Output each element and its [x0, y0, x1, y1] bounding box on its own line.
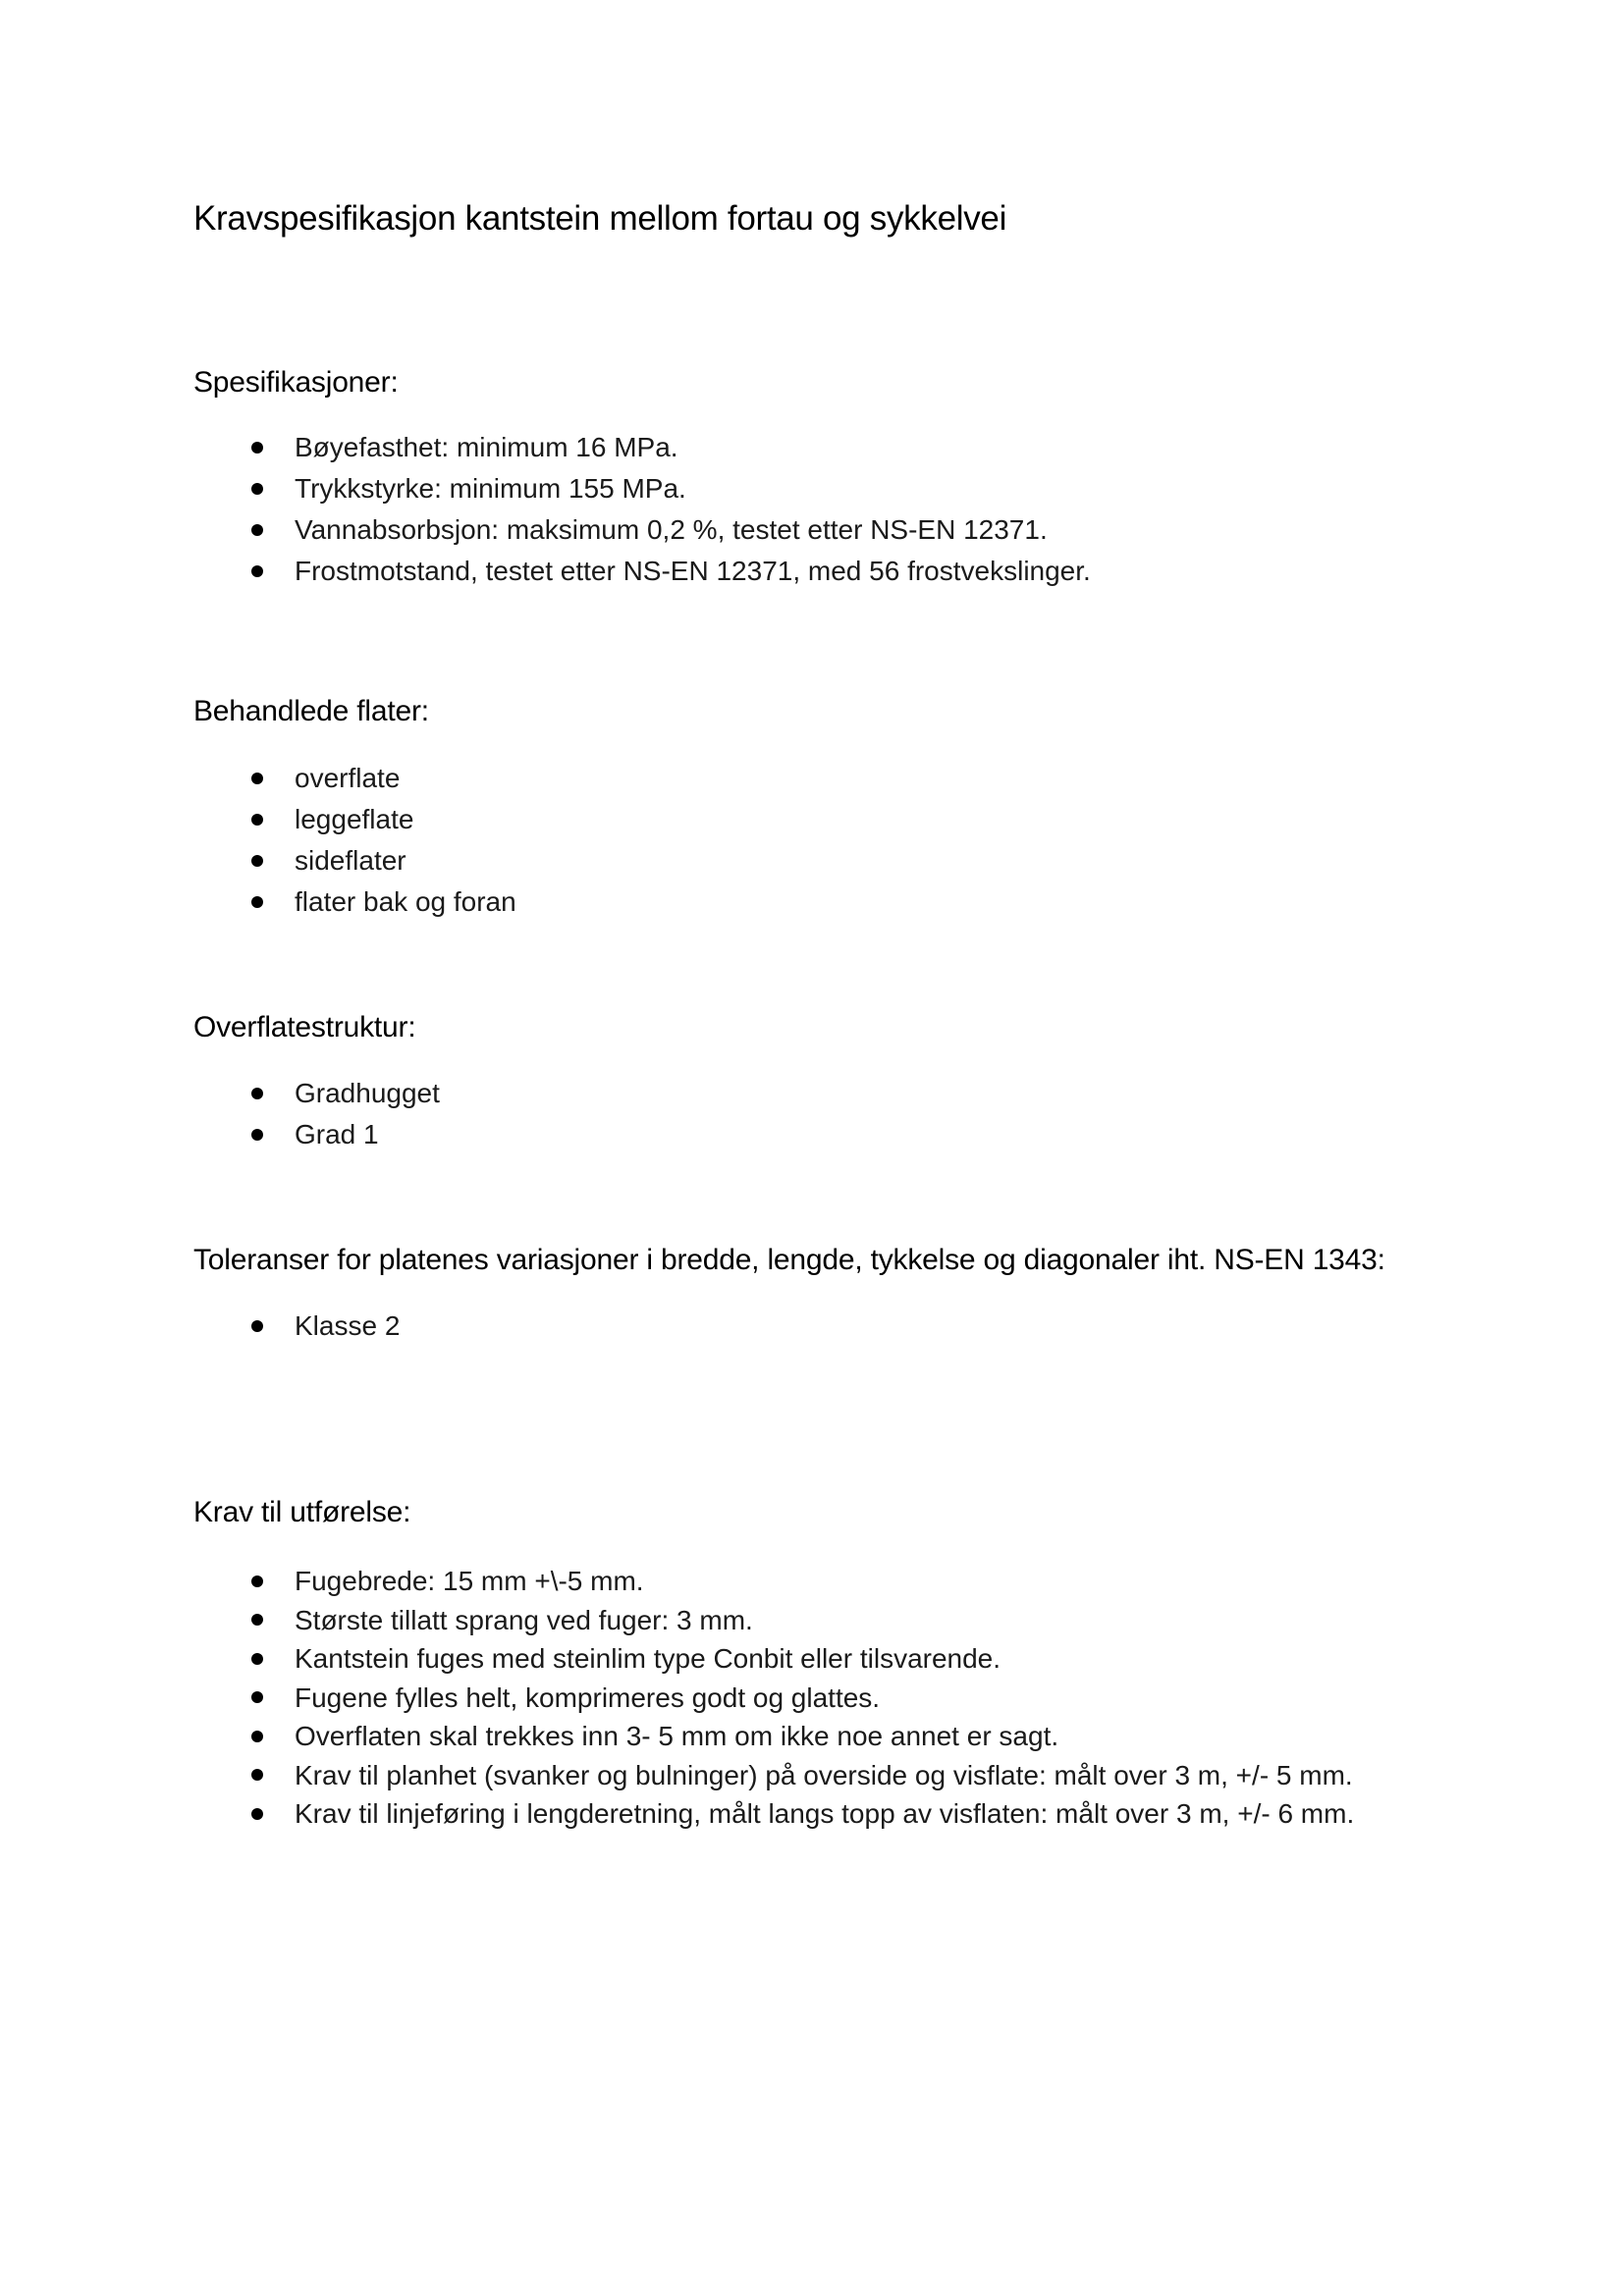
- document-title: Kravspesifikasjon kantstein mellom fortau og sykkelvei: [193, 199, 1007, 238]
- list-item: [0, 1679, 1624, 1718]
- bullet-icon: [251, 565, 263, 577]
- bullet-icon: [251, 1614, 263, 1626]
- bullet-icon: [251, 1129, 263, 1141]
- list-item: [0, 1114, 1624, 1155]
- list-item-text: overflate: [295, 763, 401, 793]
- krav-til-utforelse-list: [0, 1562, 1624, 1834]
- spesifikasjoner-list: [0, 427, 1624, 592]
- bullet-icon: [251, 773, 263, 784]
- list-item: [0, 1562, 1624, 1601]
- bullet-icon: [251, 855, 263, 867]
- list-item-text: leggeflate: [295, 804, 414, 834]
- list-item: [0, 1639, 1624, 1679]
- list-item: [0, 509, 1624, 551]
- list-item: [0, 551, 1624, 592]
- bullet-icon: [251, 483, 263, 495]
- list-item-text: Klasse 2: [295, 1310, 401, 1341]
- list-item-text: flater bak og foran: [295, 886, 516, 917]
- list-item-text: sideflater: [295, 845, 406, 876]
- bullet-icon: [251, 1088, 263, 1099]
- list-item-text: Største tillatt sprang ved fuger: 3 mm.: [295, 1604, 753, 1635]
- list-item: [0, 758, 1624, 799]
- list-item: [0, 840, 1624, 881]
- toleranser-list: [0, 1306, 1624, 1347]
- list-item-text: Vannabsorbsjon: maksimum 0,2 %, testet etter NS-EN 12371.: [295, 514, 1048, 545]
- bullet-icon: [251, 524, 263, 536]
- behandlede-flater-list: [0, 758, 1624, 923]
- bullet-icon: [251, 442, 263, 454]
- list-item-text: Frostmotstand, testet etter NS-EN 12371, med 56 frostvekslinger.: [295, 556, 1091, 586]
- list-item-text: Kantstein fuges med steinlim type Conbit eller tilsvarende.: [295, 1643, 1001, 1674]
- list-item: [0, 468, 1624, 509]
- bullet-icon: [251, 1808, 263, 1820]
- list-item-text: Trykkstyrke: minimum 155 MPa.: [295, 473, 686, 504]
- bullet-icon: [251, 1731, 263, 1742]
- list-item-text: Fugebrede: 15 mm +\-5 mm.: [295, 1566, 644, 1596]
- list-item: [0, 1717, 1624, 1756]
- bullet-icon: [251, 814, 263, 826]
- list-item: [0, 881, 1624, 923]
- section-heading-spesifikasjoner: Spesifikasjoner:: [193, 366, 399, 399]
- list-item-text: Krav til planhet (svanker og bulninger) på overside og visflate: målt over 3 m, +/- 5 mm.: [295, 1759, 1353, 1790]
- list-item-text: Fugene fylles helt, komprimeres godt og glattes.: [295, 1682, 881, 1713]
- bullet-icon: [251, 1320, 263, 1332]
- list-item: [0, 1794, 1624, 1834]
- section-heading-overflatestruktur: Overflatestruktur:: [193, 1011, 416, 1043]
- bullet-icon: [251, 896, 263, 908]
- list-item: [0, 427, 1624, 468]
- bullet-icon: [251, 1691, 263, 1703]
- list-item-text: Krav til linjeføring i lengderetning, målt langs topp av visflaten: målt over 3 m, +/- 6 mm.: [295, 1798, 1355, 1829]
- list-item-text: Gradhugget: [295, 1078, 440, 1108]
- list-item-text: Overflaten skal trekkes inn 3- 5 mm om ikke noe annet er sagt.: [295, 1721, 1059, 1751]
- bullet-icon: [251, 1575, 263, 1587]
- overflatestruktur-list: [0, 1073, 1624, 1155]
- list-item: [0, 1306, 1624, 1347]
- list-item: [0, 1756, 1624, 1795]
- list-item: [0, 1601, 1624, 1640]
- bullet-icon: [251, 1769, 263, 1781]
- list-item-text: Grad 1: [295, 1119, 379, 1149]
- list-item-text: Bøyefasthet: minimum 16 MPa.: [295, 432, 678, 462]
- bullet-icon: [251, 1653, 263, 1665]
- list-item: [0, 1073, 1624, 1114]
- section-heading-krav-til-utforelse: Krav til utførelse:: [193, 1496, 411, 1528]
- section-heading-toleranser: Toleranser for platenes variasjoner i bredde, lengde, tykkelse og diagonaler iht. NS-EN 1343:: [193, 1244, 1385, 1276]
- section-heading-behandlede-flater: Behandlede flater:: [193, 695, 429, 727]
- list-item: [0, 799, 1624, 840]
